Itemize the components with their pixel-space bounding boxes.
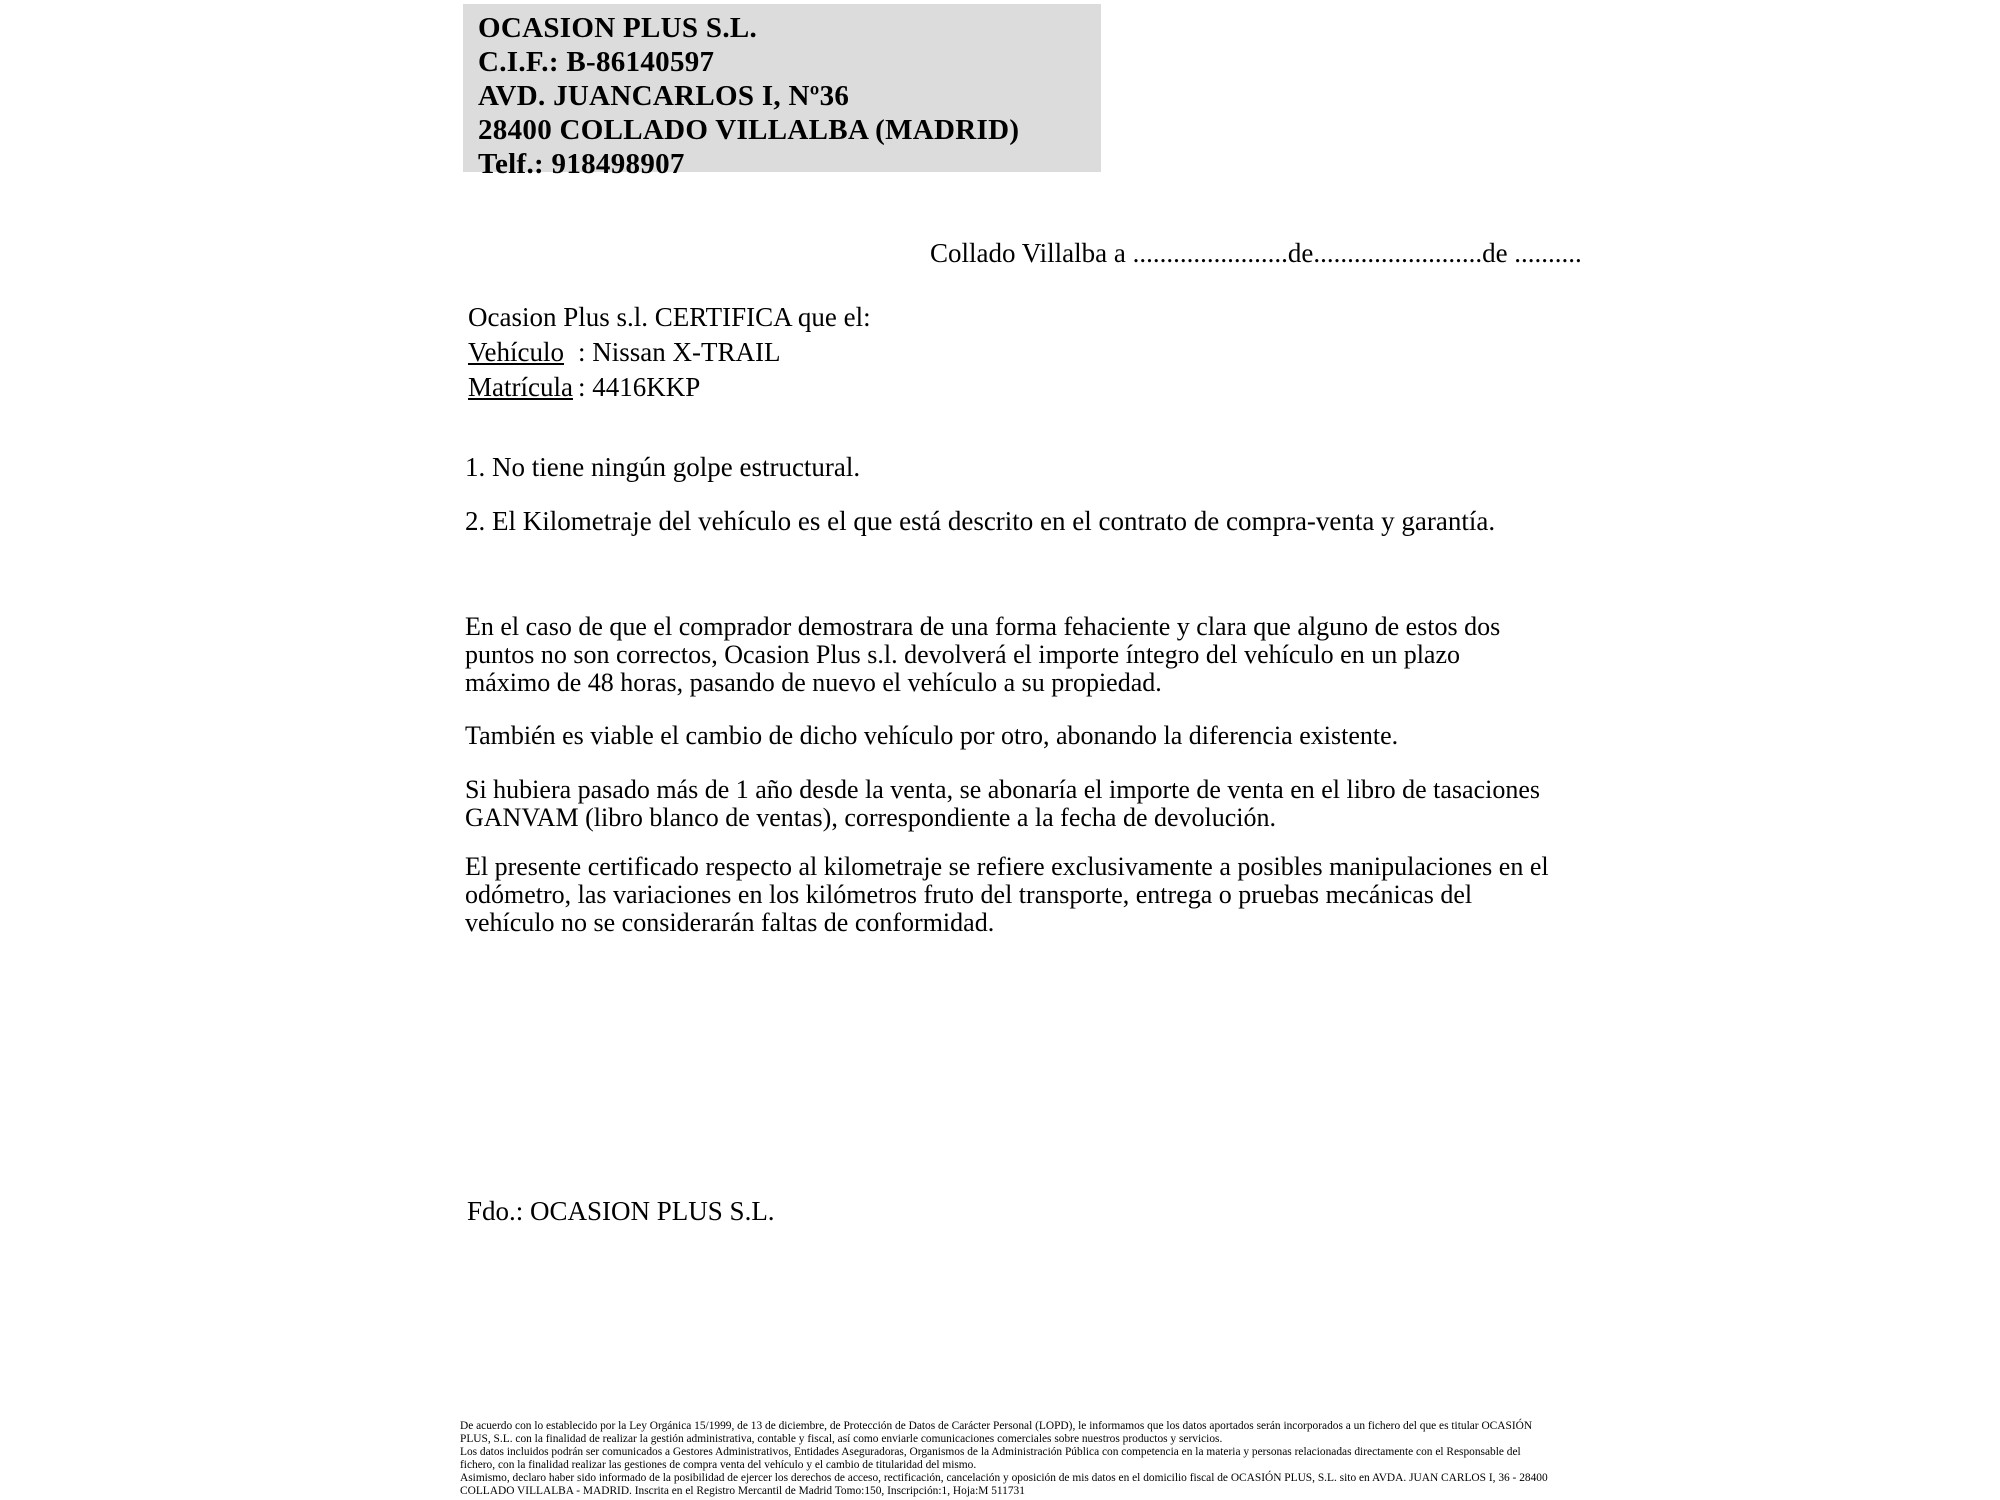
company-address: AVD. JUANCARLOS I, Nº36	[478, 80, 850, 112]
plate-label: Matrícula	[468, 372, 573, 402]
legal-footer	[460, 1420, 1555, 1498]
company-name: OCASION PLUS S.L.	[478, 12, 758, 44]
plate-row	[468, 370, 871, 405]
paragraph-odometer: El presente certificado respecto al kilometraje se refiere exclusivamente a posibles manipulaciones en el odómetro, las variaciones en los kilómetros fruto del transporte, entrega o pruebas mecánicas del vehículo no se considerarán faltas de conformidad.	[465, 852, 1549, 937]
paragraph-exchange: También es viable el cambio de dicho vehículo por otro, abonando la diferencia existente.	[465, 721, 1399, 750]
legal-paragraph-data-sharing: Los datos incluidos podrán ser comunicados a Gestores Administrativos, Entidades Aseguradoras, Organismos de la Administración Pública con competencia en la materia y personas relacionadas directamente con el Responsable del fichero, con la finalidad realizar las gestiones de compra venta del vehículo y el cambio de titularidad del mismo.	[460, 1446, 1521, 1471]
point-2: 2. El Kilometraje del vehículo es el que está descrito en el contrato de compra-venta y garantía.	[465, 506, 1496, 536]
certification-block	[468, 300, 871, 405]
vehicle-value: : Nissan X-TRAIL	[578, 337, 781, 367]
vehicle-label: Vehículo	[468, 337, 564, 367]
vehicle-row	[468, 335, 871, 370]
legal-paragraph-rights: Asimismo, declaro haber sido informado de la posibilidad de ejercer los derechos de acceso, rectificación, cancelación y oposición de mis datos en el domicilio fiscal de OCASIÓN PLUS, S.L. sito en AVDA. JUAN CARLOS I, 36 - 28400 COLLADO VILLALBA - MADRID. Inscrita en el Registro Mercantil de Madrid Tomo:150, Inscripción:1, Hoja:M 511731	[460, 1472, 1548, 1497]
plate-value: : 4416KKP	[578, 372, 701, 402]
legal-paragraph-lopd: De acuerdo con lo establecido por la Ley Orgánica 15/1999, de 13 de diciembre, de Protección de Datos de Carácter Personal (LOPD), le informamos que los datos aportados serán incorporados a un fichero del que es titular OCASIÓN PLUS, S.L. con la finalidad de realizar la gestión administrativa, contable y fiscal, así como enviarle comunicaciones comerciales sobre nuestros productos y servicios.	[460, 1420, 1533, 1445]
certification-intro: Ocasion Plus s.l. CERTIFICA que el:	[468, 302, 871, 332]
point-1: 1. No tiene ningún golpe estructural.	[465, 452, 861, 482]
paragraph-refund: En el caso de que el comprador demostrara de una forma fehaciente y clara que alguno de estos dos puntos no son correctos, Ocasion Plus s.l. devolverá el importe íntegro del vehículo en un plazo máximo de 48 horas, pasando de nuevo el vehículo a su propiedad.	[465, 612, 1501, 697]
company-header	[463, 4, 1101, 180]
company-city: 28400 COLLADO VILLALBA (MADRID)	[478, 114, 1020, 146]
date-line: Collado Villalba a .......................de.........................de ..........	[930, 238, 1582, 268]
signature-line: Fdo.: OCASION PLUS S.L.	[467, 1196, 775, 1226]
paragraph-ganvam: Si hubiera pasado más de 1 año desde la venta, se abonaría el importe de venta en el libro de tasaciones GANVAM (libro blanco de ventas), correspondiente a la fecha de devolución.	[465, 775, 1541, 832]
company-cif: C.I.F.: B-86140597	[478, 46, 715, 78]
company-phone: Telf.: 918498907	[478, 148, 685, 180]
